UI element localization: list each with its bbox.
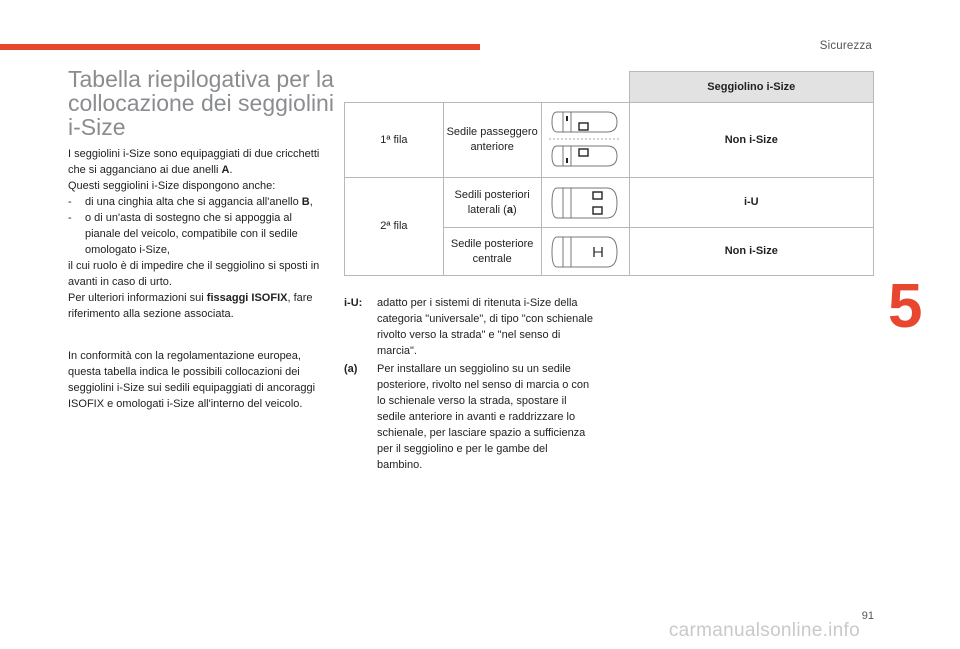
value-rear-center: Non i-Size <box>629 228 873 276</box>
isofix-link-text: fissaggi ISOFIX <box>206 292 288 304</box>
isize-placement-table <box>344 71 874 276</box>
ring-b-label: B <box>301 196 310 208</box>
value-rear-outer: i-U <box>629 178 873 228</box>
note-iu <box>344 295 594 359</box>
note-a <box>344 361 594 473</box>
seat-label-rear-outer: Sedili posteriori laterali (a) <box>443 178 541 228</box>
intro-text <box>68 146 330 322</box>
note-text: Per installare un seggiolino su un sedile posteriore, rivolto nel senso di marcia o con lo schienale verso la strada, spostare il sedile anteriore in avanti e raddrizzare lo schienale, per lasciare spazio a sufficienza per il seggiolino e per le gambe del bambino. <box>377 363 590 471</box>
intro-paragraph-3: il cui ruolo è di impedire che il seggiolino si sposti in avanti in caso di urto. <box>68 260 320 288</box>
row-label-first: 1ª fila <box>345 103 444 178</box>
value-front-passenger: Non i-Size <box>629 103 873 178</box>
table-header-row <box>345 72 874 103</box>
table-notes <box>344 295 594 475</box>
table-row <box>345 103 874 178</box>
page-number: 91 <box>861 610 874 622</box>
intro-paragraph-2: Questi seggiolini i-Size dispongono anche: <box>68 180 276 192</box>
seat-label-rear-center: Sedile posteriore centrale <box>443 228 541 276</box>
table-header-isize: Seggiolino i-Size <box>629 72 873 103</box>
chapter-number: 5 <box>888 272 923 341</box>
intro-list-item-1: - di una cinghia alta che si aggancia all'anello B, <box>68 196 313 208</box>
intro-paragraph-4: Per ulteriori informazioni sui fissaggi ISOFIX, fare riferimento alla sezione associata. <box>68 292 313 320</box>
seat-label-front-passenger: Sedile passeggero anteriore <box>443 103 541 178</box>
header-accent-bar <box>0 44 480 50</box>
intro-paragraph-1: I seggiolini i-Size sono equipaggiati di due cricchetti che si agganciano ai due anelli A. <box>68 148 320 176</box>
page-title: Tabella riepilogativa per la collocazione dei seggiolini i-Size <box>68 66 334 140</box>
row-label-second: 2ª fila <box>345 178 444 276</box>
note-key: (a) <box>344 363 358 375</box>
table-row <box>345 178 874 228</box>
section-title: Sicurezza <box>819 40 872 52</box>
ring-a-label: A <box>221 164 230 176</box>
watermark: carmanualsonline.info <box>668 620 860 641</box>
intro-list-item-2: - o di un'asta di sostegno che si appoggia al pianale del veicolo, compatibile con il sedile omologato i-Size, <box>68 212 298 256</box>
car-rear-center-seat-icon <box>541 228 629 276</box>
car-rear-outer-seats-icon <box>541 178 629 228</box>
car-front-passenger-icon <box>541 103 629 178</box>
note-text: adatto per i sistemi di ritenuta i-Size della categoria "universale", di tipo "con schienale rivolto verso la strada" e "nel senso di marcia". <box>377 297 593 357</box>
regulation-paragraph: In conformità con la regolamentazione europea, questa tabella indica le possibili collocazioni dei seggiolini i-Size sui sedili equipaggiati di ancoraggi ISOFIX e omologati i-Size all'interno del veicolo. <box>68 350 316 410</box>
note-key: i-U: <box>344 297 363 309</box>
